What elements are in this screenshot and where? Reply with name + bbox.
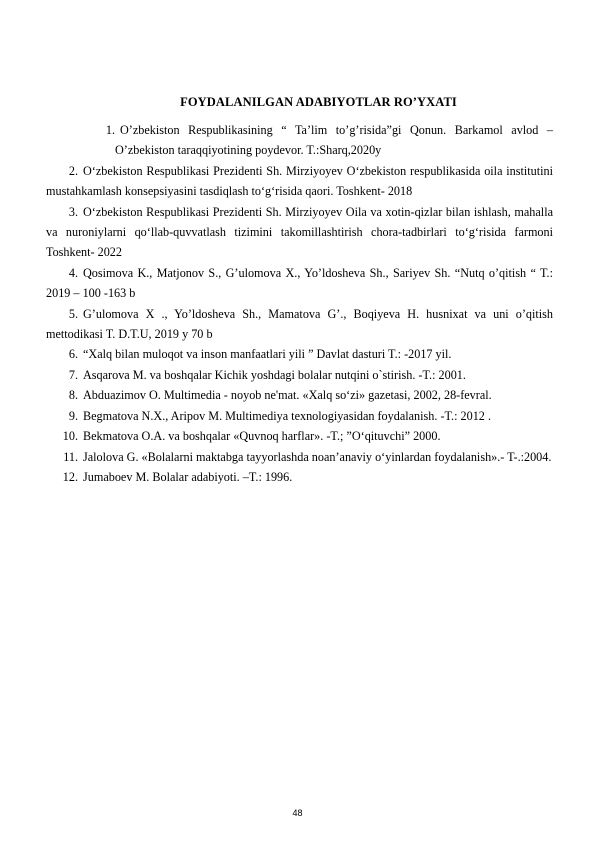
page-title: FOYDALANILGAN ADABIYOTLAR RO’YXATI <box>180 95 457 109</box>
reference-item <box>46 406 553 426</box>
reference-text: “Xalq bilan muloqot va inson manfaatlari yili ” Davlat dasturi T.: -2017 yil. <box>83 347 452 362</box>
reference-text: Jumaboev M. Bolalar adabiyoti. –T.: 1996. <box>83 469 293 484</box>
reference-number: 3. <box>68 204 78 219</box>
reference-item <box>46 447 553 467</box>
reference-text: Asqarova M. va boshqalar Kichik yoshdagi bolalar nutqini o`stirish. -T.: 2001. <box>83 367 466 382</box>
reference-number: 9. <box>68 408 78 423</box>
reference-list <box>46 120 553 487</box>
reference-number: 12. <box>62 469 78 484</box>
reference-text: O’zbekiston Respublikasining “ Ta’lim to’g’risida”gi Qonun. Barkamol avlod – O’zbekiston taraqqiyotining poydevor. T.:Sharq,2020y <box>115 123 553 158</box>
reference-text: Abduazimov O. Multimedia - noyob ne'mat. «Xalq so‘zi» gazetasi, 2002, 28-fevral. <box>83 388 492 403</box>
page-number: 48 <box>292 808 303 818</box>
reference-text: Begmatova N.X., Aripov M. Multimediya texnologiyasidan foydalanish. -T.: 2012 . <box>83 408 491 423</box>
reference-item <box>46 344 553 364</box>
reference-item <box>46 263 553 304</box>
reference-item <box>46 161 553 202</box>
reference-number: 4. <box>68 265 78 280</box>
reference-number: 1. <box>105 123 115 137</box>
reference-item <box>46 304 553 345</box>
reference-text: Bekmatova O.A. va boshqalar «Quvnoq harflar». -T.; ”O‘qituvchi” 2000. <box>83 429 441 444</box>
reference-number: 5. <box>68 306 78 321</box>
reference-item <box>46 385 553 405</box>
reference-item <box>83 120 553 161</box>
reference-text: G’ulomova X ., Yo’ldosheva Sh., Mamatova G’., Boqiyeva H. husnixat va uni o’qitish mettodikasi T. D.T.U, 2019 y 70 b <box>46 306 553 342</box>
reference-text: O‘zbekiston Respublikasi Prezidenti Sh. Mirziyoyev Oila va xotin-qizlar bilan ishlash, mahalla va nuroniylarni qo‘llab-quvvatlash tizimini takomillashtirish chora-tadbirlari to‘g‘risida farmoni Toshkent- 2022 <box>46 204 553 260</box>
reference-number: 11. <box>63 449 78 464</box>
reference-item <box>46 426 553 446</box>
reference-number: 6. <box>68 347 78 362</box>
reference-number: 10. <box>62 429 78 444</box>
reference-item <box>46 467 553 487</box>
reference-number: 7. <box>68 367 78 382</box>
reference-text: O‘zbekiston Respublikasi Prezidenti Sh. Mirziyoyev O‘zbekiston respublikasida oila institutini mustahkamlash konsepsiyasini tasdiqlash to‘g‘risida qaori. Toshkent- 2018 <box>46 163 553 199</box>
reference-text: Jalolova G. «Bolalarni maktabga tayyorlashda noan’anaviy o‘yinlardan foydalanish».- T-.:2004. <box>83 449 552 464</box>
reference-item <box>46 365 553 385</box>
reference-text: Qosimova K., Matjonov S., G’ulomova X., Yo’ldosheva Sh., Sariyev Sh. “Nutq o’qitish “ T.: 2019 – 100 -163 b <box>46 265 553 301</box>
reference-number: 2. <box>68 163 78 178</box>
reference-item <box>46 202 553 263</box>
reference-number: 8. <box>68 388 78 403</box>
